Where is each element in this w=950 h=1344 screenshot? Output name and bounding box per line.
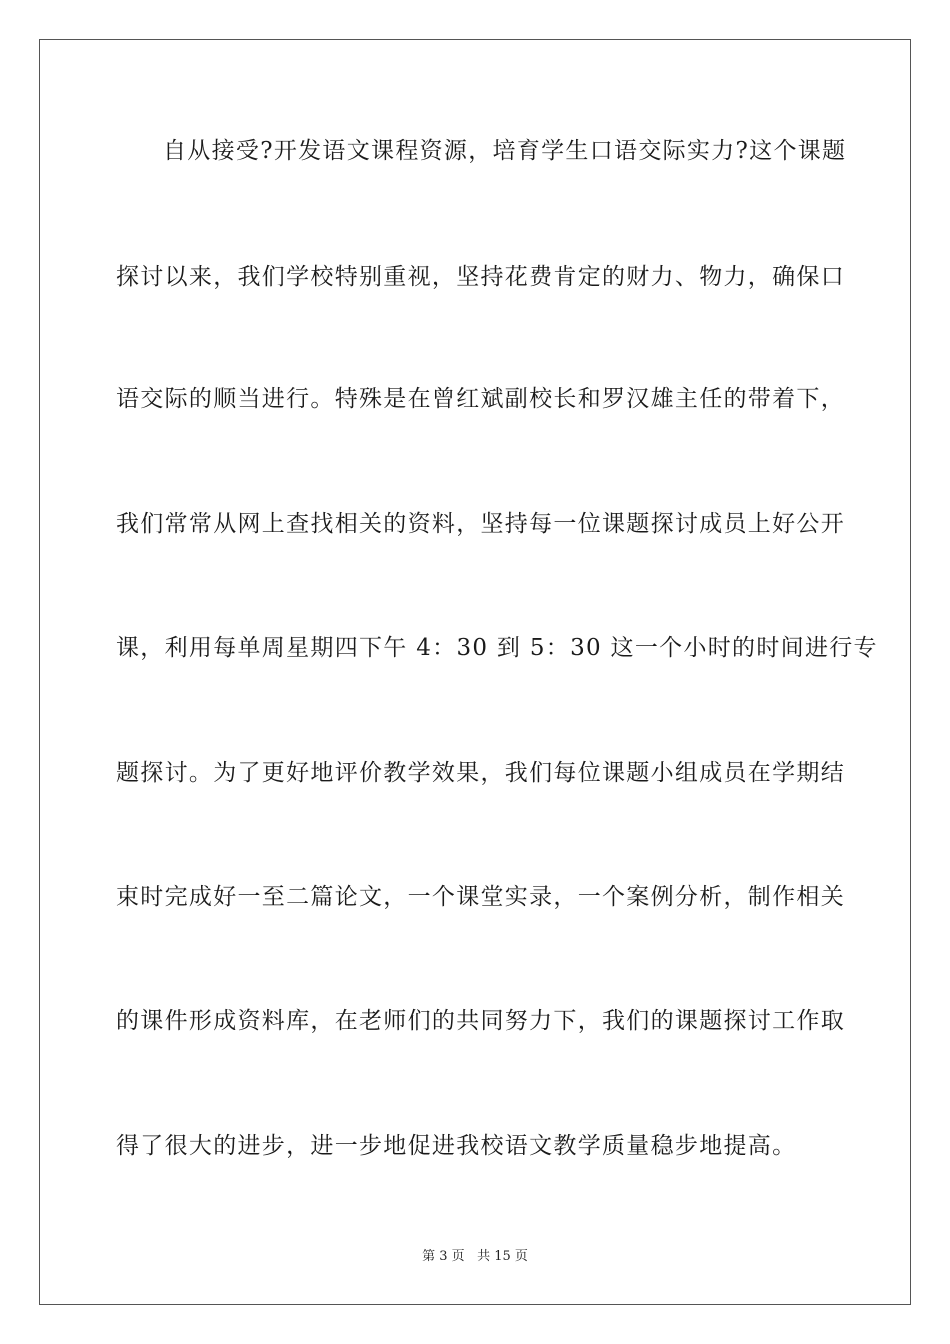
paragraph-line: 我们常常从网上查找相关的资料，坚持每一位课题探讨成员上好公开 <box>116 511 845 537</box>
paragraph-line: 题探讨。为了更好地评价教学效果，我们每位课题小组成员在学期结 <box>116 760 845 786</box>
paragraph-line: 自从接受?开发语文课程资源，培育学生口语交际实力?这个课题 <box>163 138 847 164</box>
paragraph-line: 语交际的顺当进行。特殊是在曾红斌副校长和罗汉雄主任的带着下， <box>116 386 845 412</box>
paragraph-line: 的课件形成资料库，在老师们的共同努力下，我们的课题探讨工作取 <box>116 1008 845 1034</box>
paragraph-line: 探讨以来，我们学校特别重视，坚持花费肯定的财力、物力，确保口 <box>116 264 845 290</box>
page-number: 第 3 页 <box>422 1249 465 1264</box>
page-footer <box>0 1248 950 1266</box>
paragraph-line: 得了很大的进步，进一步地促进我校语文教学质量稳步地提高。 <box>116 1133 797 1159</box>
page-border <box>39 39 911 1305</box>
page-total: 共 15 页 <box>477 1249 528 1264</box>
paragraph-line: 束时完成好一至二篇论文，一个课堂实录，一个案例分析，制作相关 <box>116 884 845 910</box>
paragraph-line: 课，利用每单周星期四下午 4：30 到 5：30 这一个小时的时间进行专 <box>116 635 878 661</box>
